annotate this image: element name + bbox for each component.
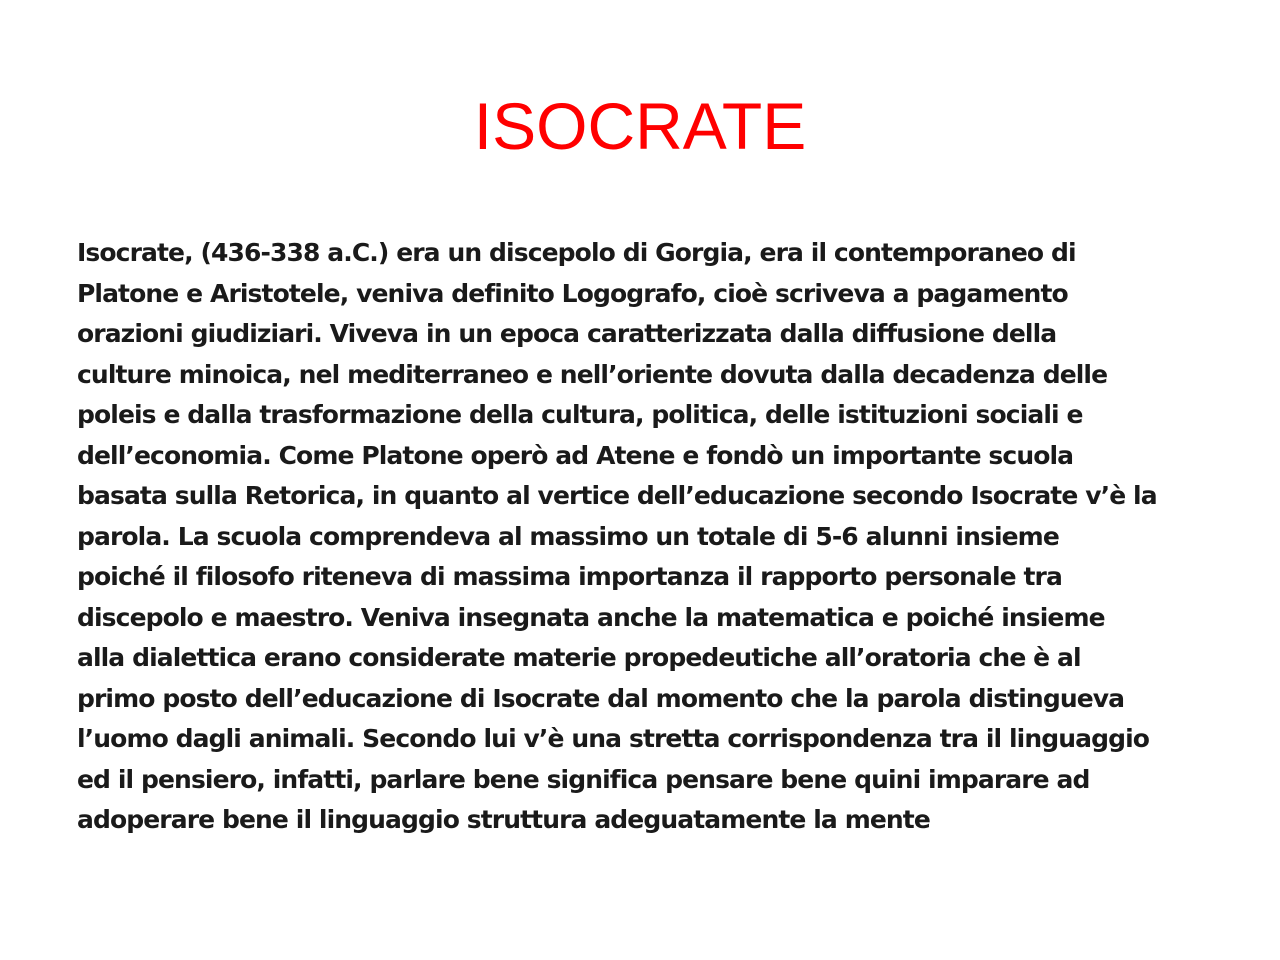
- body-line: adoperare bene il linguaggio struttura adeguatamente la mente: [77, 805, 930, 834]
- body-line: Platone e Aristotele, veniva definito Logografo, cioè scriveva a pagamento: [77, 278, 1068, 308]
- body-line: primo posto dell’educazione di Isocrate dal momento che la parola distingueva: [77, 683, 1125, 713]
- body-line: alla dialettica erano considerate materie propedeutiche all’oratoria che è al: [77, 643, 1081, 672]
- body-line: Isocrate, (436-338 a.C.) era un discepolo di Gorgia, era il contemporaneo di: [77, 238, 1076, 267]
- body-line: parola. La scuola comprendeva al massimo un totale di 5-6 alunni insieme: [77, 521, 1059, 551]
- body-line: basata sulla Retorica, in quanto al vertice dell’educazione secondo Isocrate v’è la: [77, 481, 1157, 510]
- body-line: l’uomo dagli animali. Secondo lui v’è una stretta corrispondenza tra il linguaggio: [77, 724, 1150, 753]
- body-line: poiché il filosofo riteneva di massima importanza il rapporto personale tra: [77, 562, 1062, 591]
- body-line: discepolo e maestro. Veniva insegnata anche la matematica e poiché insieme: [77, 602, 1105, 632]
- body-line: culture minoica, nel mediterraneo e nell’oriente dovuta dalla decadenza delle: [77, 359, 1108, 389]
- slide-title: ISOCRATE: [473, 89, 807, 163]
- body-line: poleis e dalla trasformazione della cultura, politica, delle istituzioni sociali e: [77, 400, 1083, 429]
- body-line: dell’economia. Come Platone operò ad Atene e fondò un importante scuola: [77, 440, 1074, 470]
- body-line: ed il pensiero, infatti, parlare bene significa pensare bene quini imparare ad: [77, 764, 1090, 794]
- body-line: orazioni giudiziari. Viveva in un epoca caratterizzata dalla diffusione della: [77, 319, 1057, 348]
- slide-body-text: [77, 233, 1212, 841]
